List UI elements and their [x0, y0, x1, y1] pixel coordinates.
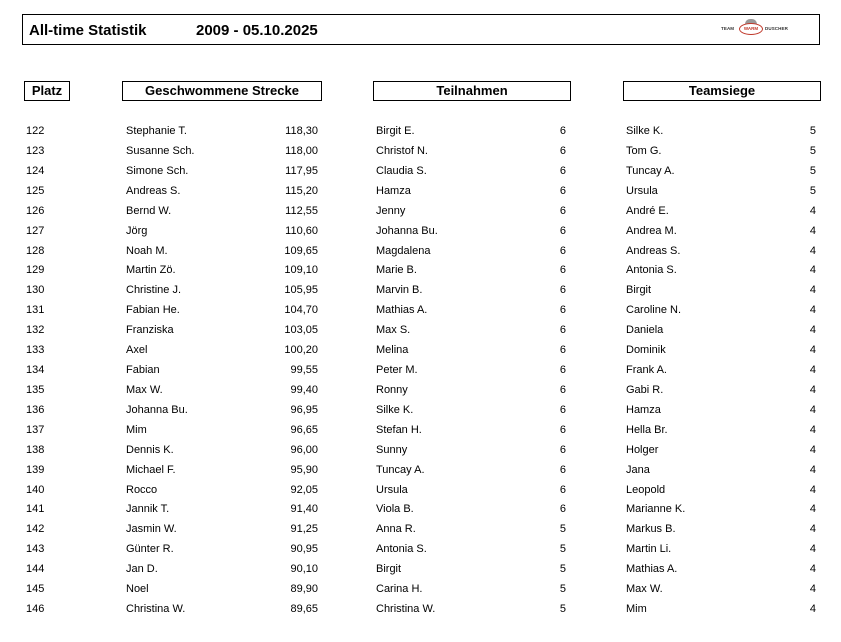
distance-name-cell: Axel: [126, 344, 148, 356]
participation-name-cell: Carina H.: [376, 583, 423, 595]
participation-value-cell: 6: [559, 165, 566, 177]
team-win-value-cell: 4: [809, 424, 816, 436]
distance-name-cell: Johanna Bu.: [126, 404, 188, 416]
team-win-value-cell: 4: [809, 563, 816, 575]
participation-name-cell: Silke K.: [376, 404, 414, 416]
team-win-value-cell: 4: [809, 484, 816, 496]
distance-value-cell: 115,20: [285, 185, 318, 197]
participation-value-cell: 5: [559, 543, 566, 555]
distance-value-cell: 92,05: [290, 484, 318, 496]
team-win-value-cell: 4: [809, 464, 816, 476]
participation-value-cell: 6: [559, 324, 566, 336]
team-win-name-cell: Andreas S.: [626, 245, 681, 257]
participation-name-cell: Tuncay A.: [376, 464, 425, 476]
team-win-name-cell: Andrea M.: [626, 225, 677, 237]
team-win-name-cell: Marianne K.: [626, 503, 686, 515]
distance-value-cell: 90,95: [290, 543, 318, 555]
rank-cell: 138: [26, 444, 45, 456]
distance-name-cell: Andreas S.: [126, 185, 181, 197]
distance-name-cell: Max W.: [126, 384, 163, 396]
participation-value-cell: 5: [559, 563, 566, 575]
team-win-value-cell: 4: [809, 523, 816, 535]
participation-value-cell: 5: [559, 583, 566, 595]
team-win-name-cell: Ursula: [626, 185, 658, 197]
distance-value-cell: 112,55: [285, 205, 318, 217]
participation-value-cell: 6: [559, 364, 566, 376]
distance-value-cell: 96,95: [290, 404, 318, 416]
participation-name-cell: Johanna Bu.: [376, 225, 438, 237]
distance-value-cell: 117,95: [285, 165, 318, 177]
distance-name-cell: Stephanie T.: [126, 125, 187, 137]
distance-value-cell: 89,90: [290, 583, 318, 595]
team-win-value-cell: 4: [809, 603, 816, 615]
participation-value-cell: 6: [559, 185, 566, 197]
team-win-name-cell: Birgit: [626, 284, 652, 296]
team-win-value-cell: 4: [809, 384, 816, 396]
participation-value-cell: 6: [559, 225, 566, 237]
rank-cell: 140: [26, 484, 45, 496]
team-win-value-cell: 4: [809, 404, 816, 416]
participation-value-cell: 6: [559, 205, 566, 217]
rank-cell: 130: [26, 284, 45, 296]
rank-cell: 137: [26, 424, 45, 436]
distance-value-cell: 99,40: [290, 384, 318, 396]
participation-value-cell: 6: [559, 444, 566, 456]
rank-cell: 126: [26, 205, 45, 217]
distance-name-cell: Jannik T.: [126, 503, 170, 515]
participation-value-cell: 6: [559, 384, 566, 396]
participation-name-cell: Melina: [376, 344, 409, 356]
distance-name-cell: Simone Sch.: [126, 165, 189, 177]
team-win-value-cell: 4: [809, 245, 816, 257]
team-win-name-cell: Caroline N.: [626, 304, 682, 316]
participation-name-cell: Ronny: [376, 384, 408, 396]
team-win-name-cell: Tom G.: [626, 145, 662, 157]
distance-value-cell: 104,70: [284, 304, 318, 316]
participation-value-cell: 6: [559, 264, 566, 276]
rank-cell: 145: [26, 583, 45, 595]
distance-value-cell: 118,00: [285, 145, 318, 157]
rank-cell: 133: [26, 344, 45, 356]
title-bar: [22, 14, 820, 45]
team-win-value-cell: 4: [809, 503, 816, 515]
column-header-rank: Platz: [24, 81, 70, 101]
distance-name-cell: Mim: [126, 424, 147, 436]
team-win-value-cell: 4: [809, 225, 816, 237]
distance-value-cell: 91,25: [290, 523, 318, 535]
column-header-distance: Geschwommene Strecke: [122, 81, 322, 101]
participation-name-cell: Christof N.: [376, 145, 428, 157]
logo-text-right: DUSCHER: [765, 26, 788, 31]
distance-value-cell: 96,65: [290, 424, 318, 436]
team-win-value-cell: 4: [809, 205, 816, 217]
team-win-name-cell: Gabi R.: [626, 384, 664, 396]
distance-value-cell: 89,65: [290, 603, 318, 615]
participation-value-cell: 6: [559, 145, 566, 157]
participation-name-cell: Claudia S.: [376, 165, 427, 177]
distance-name-cell: Rocco: [126, 484, 158, 496]
distance-name-cell: Jan D.: [126, 563, 158, 575]
rank-cell: 129: [26, 264, 45, 276]
rank-cell: 139: [26, 464, 45, 476]
participation-value-cell: 6: [559, 125, 566, 137]
distance-value-cell: 109,65: [284, 245, 318, 257]
team-win-name-cell: Silke K.: [626, 125, 664, 137]
team-win-name-cell: Markus B.: [626, 523, 676, 535]
page-title: All-time Statistik: [29, 22, 147, 39]
rank-cell: 142: [26, 523, 45, 535]
distance-value-cell: 99,55: [290, 364, 318, 376]
team-win-value-cell: 5: [809, 125, 816, 137]
rank-cell: 132: [26, 324, 45, 336]
team-win-value-cell: 4: [809, 264, 816, 276]
participation-value-cell: 5: [559, 523, 566, 535]
distance-value-cell: 96,00: [290, 444, 318, 456]
team-win-value-cell: 4: [809, 444, 816, 456]
participation-name-cell: Anna R.: [376, 523, 416, 535]
rank-cell: 131: [26, 304, 45, 316]
logo-text-middle: WARM: [739, 23, 763, 35]
team-win-name-cell: Mim: [626, 603, 647, 615]
rank-cell: 123: [26, 145, 45, 157]
team-win-name-cell: Frank A.: [626, 364, 667, 376]
team-win-name-cell: Martin Li.: [626, 543, 672, 555]
column-header-participations: Teilnahmen: [373, 81, 571, 101]
team-win-value-cell: 4: [809, 344, 816, 356]
distance-value-cell: 110,60: [285, 225, 318, 237]
distance-name-cell: Jasmin W.: [126, 523, 177, 535]
participation-name-cell: Magdalena: [376, 245, 431, 257]
rank-cell: 146: [26, 603, 45, 615]
distance-value-cell: 100,20: [284, 344, 318, 356]
team-win-name-cell: Holger: [626, 444, 659, 456]
distance-name-cell: Günter R.: [126, 543, 174, 555]
distance-name-cell: Susanne Sch.: [126, 145, 195, 157]
team-win-name-cell: Hella Br.: [626, 424, 668, 436]
distance-value-cell: 95,90: [290, 464, 318, 476]
participation-name-cell: Ursula: [376, 484, 408, 496]
column-header-team-wins: Teamsiege: [623, 81, 821, 101]
distance-value-cell: 105,95: [284, 284, 318, 296]
participation-name-cell: Birgit: [376, 563, 402, 575]
participation-value-cell: 5: [559, 603, 566, 615]
distance-value-cell: 91,40: [290, 503, 318, 515]
rank-cell: 143: [26, 543, 45, 555]
distance-name-cell: Christina W.: [126, 603, 186, 615]
participation-name-cell: Birgit E.: [376, 125, 415, 137]
distance-name-cell: Noel: [126, 583, 149, 595]
participation-name-cell: Sunny: [376, 444, 408, 456]
participation-name-cell: Max S.: [376, 324, 411, 336]
participation-value-cell: 6: [559, 344, 566, 356]
rank-cell: 141: [26, 503, 45, 515]
participation-name-cell: Stefan H.: [376, 424, 422, 436]
team-win-value-cell: 4: [809, 364, 816, 376]
participation-name-cell: Jenny: [376, 205, 406, 217]
distance-value-cell: 109,10: [284, 264, 318, 276]
team-win-name-cell: Jana: [626, 464, 650, 476]
participation-value-cell: 6: [559, 503, 566, 515]
team-win-name-cell: Hamza: [626, 404, 661, 416]
team-win-name-cell: Max W.: [626, 583, 663, 595]
team-logo: [719, 19, 789, 41]
team-win-name-cell: Mathias A.: [626, 563, 678, 575]
distance-name-cell: Bernd W.: [126, 205, 172, 217]
rank-cell: 144: [26, 563, 45, 575]
team-win-name-cell: Leopold: [626, 484, 666, 496]
distance-name-cell: Christine J.: [126, 284, 182, 296]
team-win-name-cell: Antonia S.: [626, 264, 677, 276]
date-range: 2009 - 05.10.2025: [196, 22, 318, 39]
distance-value-cell: 118,30: [285, 125, 318, 137]
team-win-value-cell: 4: [809, 324, 816, 336]
distance-name-cell: Dennis K.: [126, 444, 174, 456]
participation-value-cell: 6: [559, 484, 566, 496]
distance-name-cell: Michael F.: [126, 464, 176, 476]
participation-name-cell: Marvin B.: [376, 284, 423, 296]
distance-value-cell: 90,10: [290, 563, 318, 575]
participation-name-cell: Antonia S.: [376, 543, 427, 555]
participation-value-cell: 6: [559, 245, 566, 257]
team-win-value-cell: 5: [809, 185, 816, 197]
participation-name-cell: Christina W.: [376, 603, 436, 615]
participation-name-cell: Viola B.: [376, 503, 414, 515]
rank-cell: 125: [26, 185, 45, 197]
participation-name-cell: Mathias A.: [376, 304, 428, 316]
team-win-value-cell: 4: [809, 583, 816, 595]
team-win-value-cell: 5: [809, 145, 816, 157]
distance-name-cell: Noah M.: [126, 245, 168, 257]
distance-value-cell: 103,05: [284, 324, 318, 336]
distance-name-cell: Martin Zö.: [126, 264, 176, 276]
rank-cell: 122: [26, 125, 45, 137]
distance-name-cell: Fabian: [126, 364, 160, 376]
participation-name-cell: Peter M.: [376, 364, 418, 376]
logo-text-left: TEAM: [721, 26, 735, 31]
rank-cell: 135: [26, 384, 45, 396]
rank-cell: 127: [26, 225, 45, 237]
team-win-name-cell: Tuncay A.: [626, 165, 675, 177]
team-win-value-cell: 4: [809, 284, 816, 296]
team-win-name-cell: Dominik: [626, 344, 666, 356]
distance-name-cell: Franziska: [126, 324, 174, 336]
team-win-value-cell: 5: [809, 165, 816, 177]
participation-value-cell: 6: [559, 284, 566, 296]
participation-name-cell: Marie B.: [376, 264, 417, 276]
participation-value-cell: 6: [559, 464, 566, 476]
team-win-value-cell: 4: [809, 543, 816, 555]
distance-name-cell: Fabian He.: [126, 304, 180, 316]
rank-cell: 134: [26, 364, 45, 376]
participation-value-cell: 6: [559, 424, 566, 436]
rank-cell: 124: [26, 165, 45, 177]
participation-value-cell: 6: [559, 304, 566, 316]
rank-cell: 128: [26, 245, 45, 257]
team-win-name-cell: Daniela: [626, 324, 664, 336]
team-win-value-cell: 4: [809, 304, 816, 316]
distance-name-cell: Jörg: [126, 225, 148, 237]
team-win-name-cell: André E.: [626, 205, 669, 217]
participation-value-cell: 6: [559, 404, 566, 416]
participation-name-cell: Hamza: [376, 185, 411, 197]
rank-cell: 136: [26, 404, 45, 416]
